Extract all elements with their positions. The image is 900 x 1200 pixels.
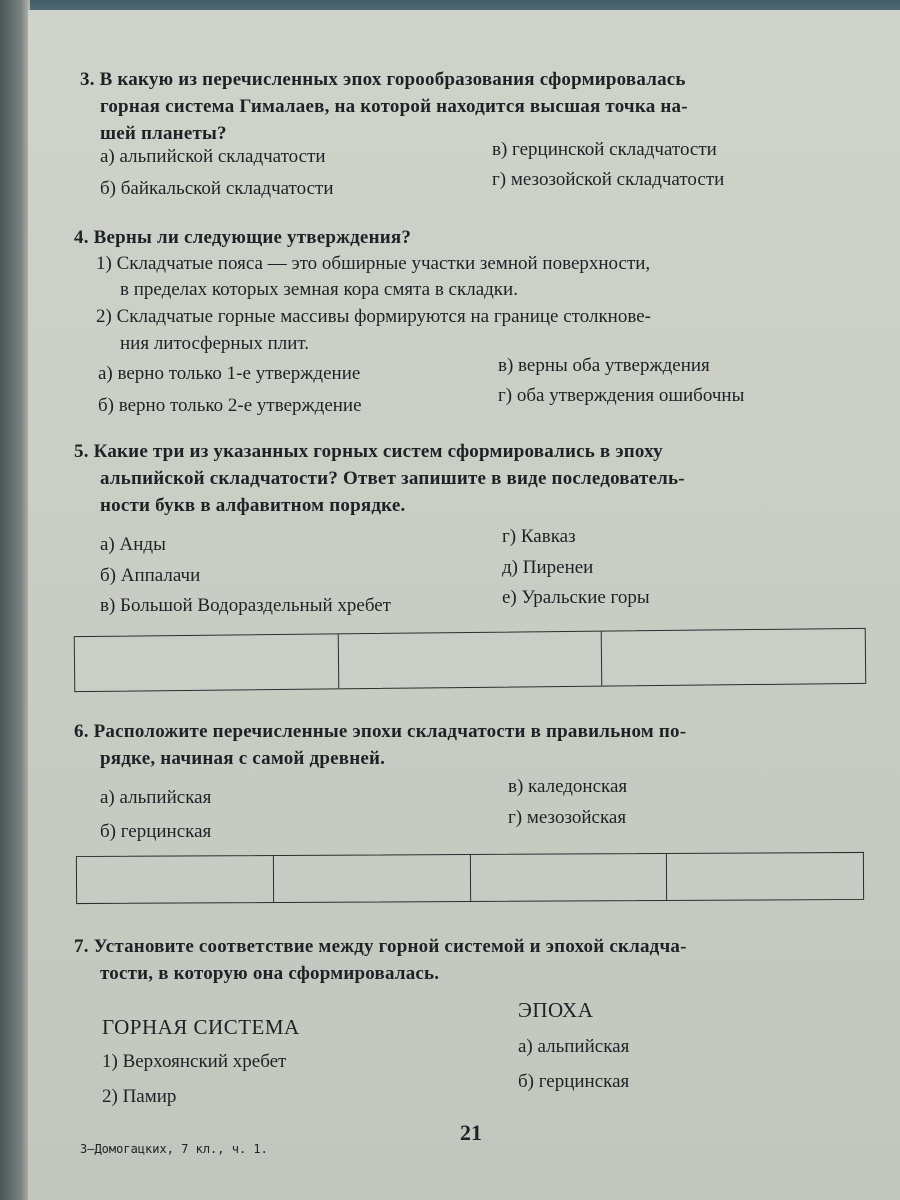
question-6-title <box>74 718 686 745</box>
column-header-epoch: ЭПОХА <box>518 998 594 1022</box>
answer-option-a: а) альпийская <box>100 787 212 808</box>
question-text-line: Верны ли следующие утверждения? <box>93 227 412 248</box>
answer-option-v: в) Большой Водораздельный хребет <box>100 595 391 616</box>
question-5-title <box>74 438 663 465</box>
answer-option-b: б) верно только 2-е утверждение <box>98 395 362 416</box>
question-number: 6. <box>74 721 89 742</box>
column-header-mountain-system: ГОРНАЯ СИСТЕМА <box>102 1015 300 1039</box>
question-4-title <box>74 224 411 251</box>
epoch-item: б) герцинская <box>518 1071 630 1092</box>
answer-cell[interactable] <box>75 634 339 691</box>
mountain-system-item: 2) Памир <box>102 1086 177 1107</box>
answer-option-a: а) верно только 1-е утверждение <box>98 363 361 384</box>
question-text-line: рядке, начиная с самой древней. <box>100 748 386 769</box>
epoch-item: а) альпийская <box>518 1036 630 1057</box>
statement-1-line: 1) Складчатые пояса — это обширные участки земной поверхности, <box>96 253 651 274</box>
answer-option-a: а) альпийской складчатости <box>100 146 326 167</box>
answer-grid <box>76 852 864 904</box>
question-text-line: ности букв в алфавитном порядке. <box>100 495 406 516</box>
answer-option-b: б) байкальской складчатости <box>100 178 334 199</box>
question-text-line: Расположите перечисленные эпохи складчатости в правильном по- <box>93 721 687 742</box>
answer-option-b: б) Аппалачи <box>100 565 201 586</box>
statement-2-line: ния литосферных плит. <box>120 333 310 354</box>
answer-option-g: г) мезозойской складчатости <box>492 169 725 190</box>
question-text-line: горная система Гималаев, на которой находится высшая точка на- <box>100 96 688 117</box>
question-text-line: альпийской складчатости? Ответ запишите в виде последователь- <box>100 468 685 489</box>
answer-option-v: в) каледонская <box>508 776 628 797</box>
answer-cell[interactable] <box>338 632 602 689</box>
answer-cell[interactable] <box>470 854 667 901</box>
question-number: 5. <box>74 441 89 462</box>
statement-1-line: в пределах которых земная кора смята в складки. <box>120 279 518 300</box>
answer-option-b: б) герцинская <box>100 821 212 842</box>
page-number: 21 <box>460 1120 482 1145</box>
answer-option-g: г) мезозойская <box>508 807 627 828</box>
question-text-line: тости, в которую она сформировалась. <box>100 963 440 984</box>
question-number: 7. <box>74 936 89 957</box>
question-number: 4. <box>74 227 89 248</box>
textbook-page <box>28 10 900 1200</box>
question-7-title <box>74 933 687 960</box>
answer-option-a: а) Анды <box>100 534 166 555</box>
answer-cell[interactable] <box>77 856 274 903</box>
answer-option-v: в) верны оба утверждения <box>498 355 710 376</box>
statement-2-line: 2) Складчатые горные массивы формируются на границе столкнове- <box>96 306 651 327</box>
answer-cell[interactable] <box>602 629 865 686</box>
answer-option-e: е) Уральские горы <box>502 587 650 608</box>
question-text-line: Установите соответствие между горной системой и эпохой складча- <box>93 936 687 957</box>
answer-option-g: г) Кавказ <box>502 526 576 547</box>
answer-option-g: г) оба утверждения ошибочны <box>498 385 745 406</box>
answer-cell[interactable] <box>667 853 863 900</box>
answer-grid <box>74 628 867 692</box>
question-3-title <box>80 66 860 93</box>
answer-option-v: в) герцинской складчатости <box>492 139 717 160</box>
answer-cell[interactable] <box>274 855 471 902</box>
question-text-line: Какие три из указанных горных систем сформировались в эпоху <box>93 441 663 462</box>
background-left <box>0 0 30 1200</box>
question-number: 3. <box>80 69 95 90</box>
question-text-line: В какую из перечисленных эпох горообразования сформировалась <box>99 69 686 90</box>
footer-signature: 3–Домогацких, 7 кл., ч. 1. <box>80 1142 268 1156</box>
mountain-system-item: 1) Верхоянский хребет <box>102 1051 287 1072</box>
question-text-line: шей планеты? <box>100 123 227 144</box>
answer-option-d: д) Пиренеи <box>502 557 594 578</box>
